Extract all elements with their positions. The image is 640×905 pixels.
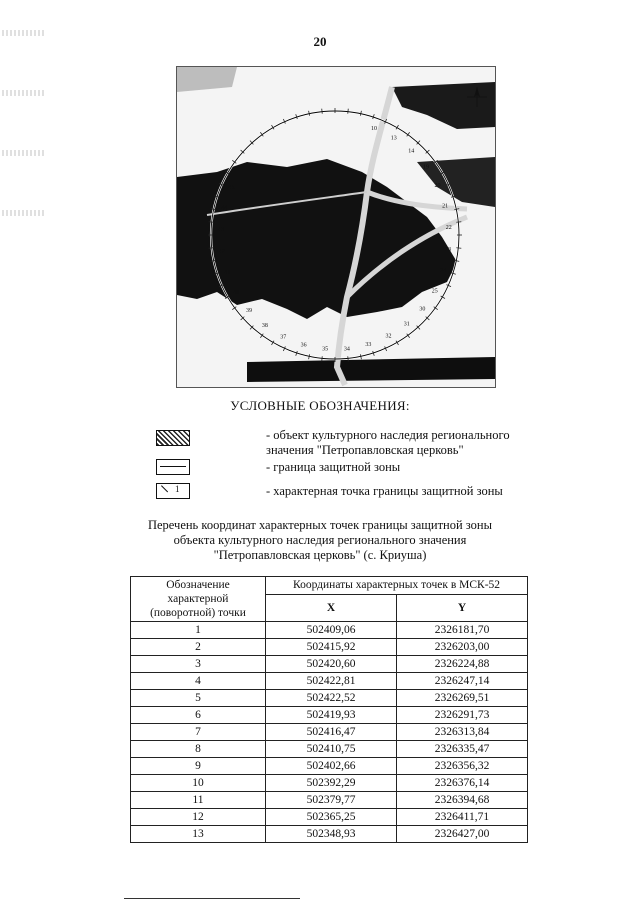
- legend-item-characteristic-point: [266, 484, 503, 499]
- boundary-point-label: 33: [365, 342, 372, 349]
- cell-point: 12: [131, 809, 266, 826]
- boundary-tick: [322, 109, 323, 114]
- cell-point: 1: [131, 622, 266, 639]
- cell-point: 3: [131, 656, 266, 673]
- boundary-point-label: 41: [224, 270, 231, 277]
- footer-rule: [124, 898, 300, 899]
- boundary-point-label: 21: [442, 203, 449, 210]
- hatched-square-icon: [156, 430, 190, 446]
- cell-y: 2326427,00: [397, 826, 528, 843]
- heading-line: "Петропавловская церковь" (с. Криуша): [213, 548, 427, 562]
- legend-label: - граница защитной зоны: [266, 460, 401, 474]
- cell-x: 502420,60: [266, 656, 397, 673]
- legend-title: УСЛОВНЫЕ ОБОЗНАЧЕНИЯ:: [230, 398, 410, 413]
- cell-x: 502392,29: [266, 775, 397, 792]
- legend-label: - объект культурного наследия регионального: [266, 428, 510, 442]
- table-row: [131, 656, 528, 673]
- scan-artifact: [2, 210, 44, 216]
- table-row: [131, 809, 528, 826]
- table-row: [131, 724, 528, 741]
- coordinate-list-heading: [0, 518, 640, 563]
- point-marker-number: 1: [175, 484, 180, 494]
- cell-y: 2326203,00: [397, 639, 528, 656]
- cell-x: 502379,77: [266, 792, 397, 809]
- boundary-tick: [348, 109, 349, 114]
- cell-y: 2326247,14: [397, 673, 528, 690]
- cell-x: 502415,92: [266, 639, 397, 656]
- cell-x: 502409,06: [266, 622, 397, 639]
- table-row: [131, 792, 528, 809]
- boundary-point-label: 31: [403, 321, 410, 328]
- boundary-point-label: 14: [408, 148, 415, 155]
- boundary-point-label: 34: [343, 346, 350, 353]
- table-row: [131, 707, 528, 724]
- coordinates-table-body: [131, 622, 528, 843]
- cell-y: 2326181,70: [397, 622, 528, 639]
- cell-y: 2326313,84: [397, 724, 528, 741]
- boundary-point-label: 42: [219, 248, 226, 255]
- cell-x: 502365,25: [266, 809, 397, 826]
- table-row: [131, 690, 528, 707]
- scan-artifact: [2, 90, 44, 96]
- cell-y: 2326291,73: [397, 707, 528, 724]
- legend-label: значения "Петропавловская церковь": [266, 443, 464, 457]
- boundary-point-label: 35: [322, 346, 329, 353]
- boundary-point-label: 40: [233, 290, 240, 296]
- boundary-tick: [348, 356, 349, 361]
- boundary-line-icon: [156, 459, 190, 475]
- cell-point: 7: [131, 724, 266, 741]
- table-row: [131, 775, 528, 792]
- cell-point: 4: [131, 673, 266, 690]
- scan-artifact: [2, 150, 44, 156]
- boundary-point-label: 32: [385, 333, 392, 340]
- cell-y: 2326335,47: [397, 741, 528, 758]
- table-row: [131, 758, 528, 775]
- boundary-point-label: 22: [445, 225, 452, 232]
- cell-point: 11: [131, 792, 266, 809]
- cell-x: 502422,81: [266, 673, 397, 690]
- cell-y: 2326356,32: [397, 758, 528, 775]
- boundary-point-label: 20: [434, 183, 441, 190]
- table-row: [131, 673, 528, 690]
- header-designation: Обозначение характерной (поворотной) точки: [131, 577, 266, 622]
- coordinates-table: [130, 576, 528, 843]
- cell-x: 502419,93: [266, 707, 397, 724]
- boundary-point-label: 30: [419, 306, 426, 313]
- boundary-point-label: 25: [431, 288, 438, 295]
- legend-item-heritage-object: [266, 428, 510, 458]
- legend-label: - характерная точка границы защитной зоны: [266, 484, 503, 498]
- cell-point: 10: [131, 775, 266, 792]
- cell-x: 502348,93: [266, 826, 397, 843]
- boundary-point-label: 19: [423, 164, 430, 171]
- cell-point: 6: [131, 707, 266, 724]
- heading-line: объекта культурного наследия регионального значения: [173, 533, 467, 547]
- boundary-point-label: 45: [228, 184, 235, 191]
- boundary-point-label: 13: [390, 135, 397, 142]
- boundary-point-label: 43: [218, 227, 225, 234]
- map-svg: [177, 67, 495, 387]
- heading-line: Перечень координат характерных точек границы защитной зоны: [147, 518, 493, 532]
- boundary-tick: [456, 222, 461, 223]
- legend-item-zone-boundary: [266, 460, 400, 475]
- header-x: X: [266, 595, 397, 622]
- boundary-point-label: 38: [261, 322, 268, 329]
- cell-x: 502416,47: [266, 724, 397, 741]
- cell-y: 2326269,51: [397, 690, 528, 707]
- boundary-tick: [322, 356, 323, 361]
- cell-y: 2326394,68: [397, 792, 528, 809]
- table-row: [131, 639, 528, 656]
- cell-x: 502402,66: [266, 758, 397, 775]
- table-row: [131, 622, 528, 639]
- boundary-tick: [456, 248, 461, 249]
- boundary-point-label: 24: [440, 268, 447, 275]
- cell-x: 502410,75: [266, 741, 397, 758]
- point-marker-line: [161, 479, 174, 492]
- page-number: 20: [313, 34, 327, 49]
- cell-x: 502422,52: [266, 690, 397, 707]
- boundary-point-label: 44: [221, 205, 228, 212]
- cell-point: 2: [131, 639, 266, 656]
- boundary-point-label: 36: [300, 342, 307, 349]
- cell-point: 13: [131, 826, 266, 843]
- cell-point: 8: [131, 741, 266, 758]
- table-row: [131, 826, 528, 843]
- boundary-tick: [209, 222, 214, 223]
- cell-y: 2326376,14: [397, 775, 528, 792]
- cell-y: 2326224,88: [397, 656, 528, 673]
- cell-y: 2326411,71: [397, 809, 528, 826]
- cell-point: 9: [131, 758, 266, 775]
- table-row: [131, 741, 528, 758]
- header-y: Y: [397, 595, 528, 622]
- boundary-point-label: 10: [370, 125, 377, 132]
- boundary-point-label: 39: [245, 307, 252, 314]
- boundary-point-label: 37: [280, 334, 287, 341]
- boundary-tick: [209, 248, 214, 249]
- protection-zone-map: [176, 66, 496, 388]
- point-marker-icon: [156, 483, 190, 499]
- header-coordinates: Координаты характерных точек в МСК-52: [266, 577, 528, 595]
- cell-point: 5: [131, 690, 266, 707]
- boundary-point-label: 23: [445, 246, 452, 253]
